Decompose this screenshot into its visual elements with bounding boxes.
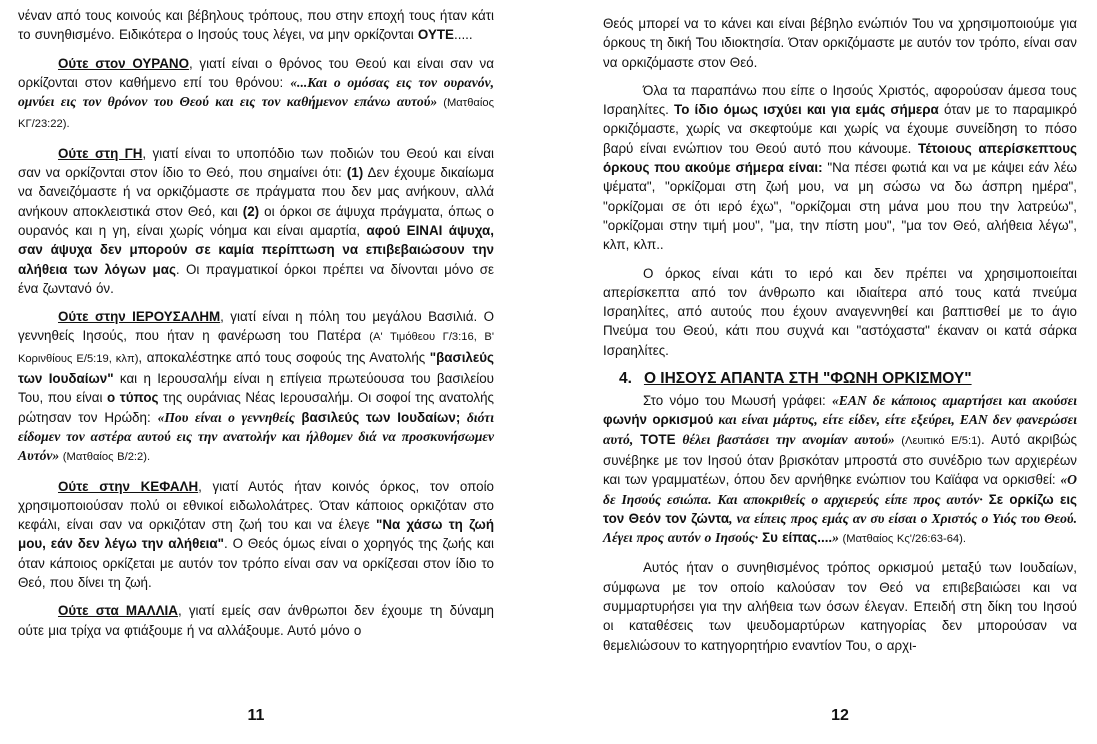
scripture-reference: (Λευιτικό Ε/5:1): [894, 434, 982, 447]
scripture-quote: θέλει βαστάσει την ανομίαν αυτού»: [675, 431, 895, 447]
page-number: 12: [831, 707, 849, 724]
scripture-quote: , να είπεις προς εμάς αν συ είσαι ο Χριστός ο Υιός του Θεού. Λέγει προς αυτόν ο Ιησούς·: [603, 510, 1077, 546]
bold-text: ο τύπος: [107, 390, 159, 406]
section-lead: Ούτε στην ΚΕΦΑΛΗ: [58, 478, 199, 494]
scripture-quote: «Που είναι ο γεννηθείς: [157, 409, 302, 425]
bold-text: αφού ΕΙΝΑΙ άψυχα, σαν άψυχα δεν μπορούν σε καμία περίπτωση να επιβεβαιώσουν την αλήθεια των λόγων μας: [18, 222, 495, 277]
paragraph-text: , γιατί Αυτός ήταν κοινός όρκος, τον οποίο χρησιμοποιούσαν πολύ οι εθνικοί ειδωλολάτρες. Όταν κάποιος ορκιζόταν στο κεφάλι, είναι σαν να ορκιζόταν στη ζωή του και να έλεγε: [18, 478, 494, 533]
section-lead: Ούτε στα ΜΑΛΛΙΑ: [58, 603, 178, 619]
bold-text: ΤΟΤΕ: [640, 431, 676, 447]
paragraph-text: Όλα τα παραπάνω που είπε ο Ιησούς Χριστός, αφορούσαν άμεσα τους Ισραηλίτες.: [603, 82, 1077, 118]
section-title: Ο ΙΗΣΟΥΣ ΑΠΑΝΤΑ ΣΤΗ "ΦΩΝΗ ΟΡΚΙΣΜΟΥ": [643, 370, 972, 388]
paragraph: [603, 391, 1077, 549]
scripture-quote: «...Και ο ομόσας εις τον ουρανόν, ομνύει εις τον θρόνον του Θεού και εις τον καθήμενον επάνω αυτού»: [18, 74, 494, 110]
scripture-reference: (Ματθαίος Β/2:2).: [59, 451, 151, 464]
scripture-quote: «Ο δε Ιησούς εσιώπα. Και αποκριθείς ο αρχιερεύς είπε προς αυτόν·: [603, 472, 1077, 507]
page-number: 11: [247, 707, 265, 724]
bold-text: ΟΥΤΕ: [417, 27, 454, 43]
paragraph-text: , αποκαλέστηκε από τους σοφούς της Ανατολής: [138, 349, 430, 365]
paragraph: [18, 6, 494, 45]
bold-text: Σε ορκίζω εις τον Θεόν τον ζώντα: [603, 491, 1077, 526]
bold-text: "Να χάσω τη ζωή μου, εάν δεν λέγω την αλήθεια": [18, 517, 494, 552]
section-lead: Ούτε στη ΓΗ: [58, 145, 143, 161]
scripture-reference: (Ματθαίος ΚΓ/23:22).: [18, 97, 494, 131]
scripture-reference: (Ματθαίος Κς'/26:63-64).: [838, 533, 966, 546]
paragraph: [603, 81, 1077, 255]
left-page-body: [18, 6, 494, 649]
bold-text: Τέτοιους απερίσκεπτους όρκους που ακούμε σήμερα είναι:: [603, 140, 1077, 176]
right-page: [603, 0, 1077, 744]
paragraph: Αυτός ήταν ο συνηθισμένος τρόπος ορκισμού μεταξύ των Ιουδαίων, σύμφωνα με τον οποίο καλούσαν τον Θεό να επιβεβαιώσει και να συμμαρτυρήσει για την αλήθεια των όσων έλεγαν. Επειδή στη δίκη του Ιησού οι καταθέσεις των ψευδομαρτύρων κατηγορίας δεν μπορούσαν να θεμελιώσουν το κατηγορητήριο εναντίον Του, ο αρχι-: [603, 560, 1077, 653]
paragraph: [18, 307, 494, 467]
paragraph-text: Δεν έχουμε δικαίωμα να δανειζόμαστε ή να ορκιζόμαστε σε πράγματα που δεν μας ανήκουν, αλλά ανήκουν αποκλειστικά στον Θεό, και: [18, 165, 494, 219]
section-lead: Ούτε στην ΙΕΡΟΥΣΑΛΗΜ: [58, 309, 221, 325]
paragraph: Θεός μπορεί να το κάνει και είναι βέβηλο ενώπιόν Του να χρησιμοποιούμε για όρκους τη δική Του ιδιοκτησία. Όταν ορκιζόμαστε με αυτόν τον τρόπο, είναι σαν να ορκιζόμαστε στον Θεό.: [603, 16, 1077, 70]
paragraph-text: νέναν από τους κοινούς και βέβηλους τρόπους, που στην εποχή τους ήταν κάτι το συνηθισμένο. Ειδικότερα ο Ιησούς τους λέγει, να μην ορκίζονται: [18, 8, 494, 43]
paragraph: [18, 54, 494, 135]
paragraph: Ο όρκος είναι κάτι το ιερό και δεν πρέπει να χρησιμοποιείται απερίσκεπτα από τον άνθρωπο και ιδιαίτερα από τους κατά πνεύμα Ισραηλίτες, από αυτούς που έχουν αναγεννηθεί και βαπτισθεί με το άγιο Πνεύμα του Θεού, κάτι που συχνά και "αστόχαστα" έκαναν οι κατά σάρκα Ισραηλίτες.: [603, 265, 1077, 358]
scripture-quote: διότι είδομεν τον αστέρα αυτού εις την ανατολήν και ήλθομεν διά να προσκυνήσωμεν Αυτόν»: [18, 409, 494, 464]
paragraph: [18, 144, 494, 298]
bold-text: "βασιλεύς των Ιουδαίων": [18, 349, 494, 387]
paragraph-text: .....: [454, 27, 473, 43]
paragraph-text: οι όρκοι σε άψυχα πράγματα, όπως ο ουρανός και η γη, είναι χωρίς νόημα και είναι αμαρτία,: [18, 203, 494, 238]
paragraph-text: όταν με το παραμικρό ορκιζόμαστε, χωρίς να σκεφτούμε και χωρίς να έχουμε συνείδηση το πόσο βαρύ είναι ενώπιον του Θεού αυτό που κάνουμε.: [603, 102, 1077, 156]
paragraph-text: της ουράνιας Νέας Ιερουσαλήμ. Οι σοφοί της ανατολής ρώτησαν τον Ηρώδη:: [18, 390, 494, 425]
right-page-body: [603, 14, 1077, 664]
paragraph-text: . Οι πραγματικοί όρκοι πρέπει να δίνονται μόνο σε ένα ζωντανό όν.: [18, 261, 494, 296]
paragraph-text: , γιατί είναι το υποπόδιο των ποδιών του Θεού και είναι σαν να ορκίζονται στον ίδιο το Θεό, που σημαίνει ότι:: [18, 145, 494, 181]
paragraph-text: , γιατί είναι ο θρόνος του Θεού και είναι σαν να ορκίζονται στον καθήμενο επί του θρόνου:: [18, 55, 494, 90]
list-marker: (1): [346, 165, 364, 181]
paragraph-text: Στο νόμο του Μωυσή γράφει:: [643, 393, 832, 409]
paragraph: [18, 601, 494, 640]
bold-text: φωνήν ορκισμού: [603, 412, 714, 428]
scripture-reference: (Α' Τιμόθεου Γ/3:16, Β' Κορινθίους Ε/5:19, κλπ): [18, 331, 494, 365]
bold-text: Συ είπας....: [762, 530, 833, 546]
scripture-quote: »: [832, 530, 839, 546]
section-lead: Ούτε στον ΟΥΡΑΝΟ: [58, 55, 189, 71]
paragraph-text: . Αυτό ακριβώς συνέβηκε με τον Ιησού όταν βρισκόταν μπροστά στο συνέδριο των αρχιερέων και των γραμματέων, όπου δεν αρνήθηκε ενώπιον του Καϊάφα να ορκισθεί:: [603, 431, 1077, 488]
scripture-quote: και είναι μάρτυς, είτε είδεν, είτε εξεύρει, ΕΑΝ δεν φανερώσει αυτό,: [603, 412, 1077, 447]
list-marker: (2): [242, 203, 260, 219]
section-number: 4.: [619, 370, 632, 388]
scripture-quote: «ΕΑΝ δε κάποιος αμαρτήσει και ακούσει: [831, 393, 1077, 409]
paragraph: [18, 477, 494, 593]
section-heading: [603, 369, 1077, 389]
paragraph-text: . Ο Θεός όμως είναι ο χορηγός της ζωής και όταν κάποιος ορκίζεται με αυτόν τον τρόπο είναι σαν να ορκίζεσαι στον ίδιο το Θεό, που δίνει τη ζωή.: [18, 536, 494, 591]
paragraph-text: και η Ιερουσαλήμ είναι η επίγεια πρωτεύουσα του βασιλείου Του, που είναι: [18, 371, 494, 406]
paragraph-text: , γιατί εμείς σαν άνθρωποι δεν έχουμε τη δύναμη ούτε μια τρίχα να φτιάξουμε ή να αλλάξουμε. Αυτό μόνο ο: [18, 603, 494, 638]
bold-text: Το ίδιο όμως ισχύει και για εμάς σήμερα: [674, 102, 939, 118]
left-page: [18, 0, 494, 744]
bold-text: βασιλεύς των Ιουδαίων;: [301, 409, 461, 425]
paragraph-text: , γιατί είναι η πόλη του μεγάλου Βασιλιά. Ο γεννηθείς Ιησούς, που ήταν η φανέρωση του Πατέρα: [18, 309, 494, 344]
paragraph-text: "Να πέσει φωτιά και να με κάψει εάν λέω ψέματα", "ορκίζομαι στη ζωή μου, να μη σώσω να δω άσπρη ημέρα", "ορκίζομαι σε ότι ιερό έχω", "ορκίζομαι στη μάνα μου που την λατρεύω", "ορκίζομαι στην τιμή μου", "μα, την πίστη μου", "μα τον Θεό, αλήθεια λέγω", κλπ, κλπ..: [603, 160, 1077, 253]
